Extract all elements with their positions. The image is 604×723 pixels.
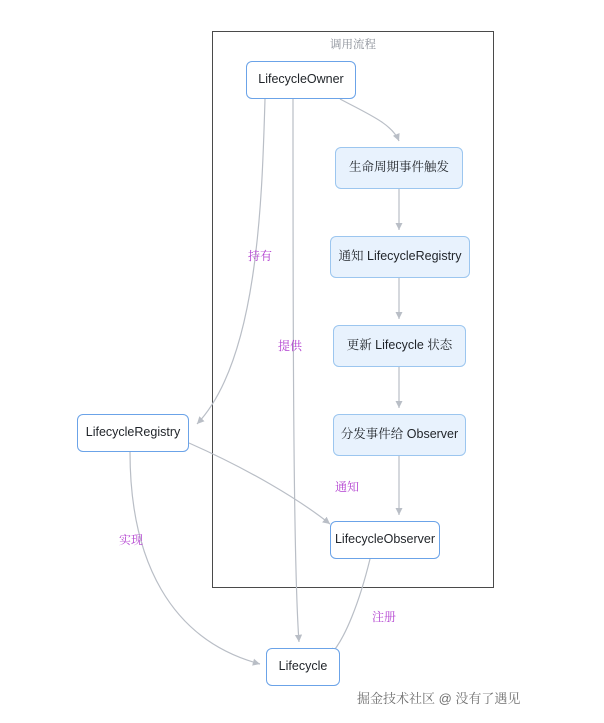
- edge-label-provide: 提供: [278, 339, 303, 353]
- edge-label-hold: 持有: [248, 249, 273, 263]
- edge-registry-notifies-observer: [189, 443, 330, 524]
- edge-owner-provides-lifecycle: [293, 99, 299, 642]
- node-update-state[interactable]: 更新 Lifecycle 状态: [333, 325, 466, 367]
- node-lifecycle-owner[interactable]: LifecycleOwner: [246, 61, 356, 99]
- watermark: 掘金技术社区 @ 没有了遇见: [357, 691, 521, 706]
- node-lifecycle[interactable]: Lifecycle: [266, 648, 340, 686]
- group-box: [213, 32, 494, 588]
- node-event-trigger[interactable]: 生命周期事件触发: [335, 147, 463, 189]
- edge-observer-registers-lifecycle: [330, 559, 370, 655]
- edge-registry-implements-lifecycle: [130, 452, 260, 664]
- edge-owner-to-trigger: [340, 99, 399, 141]
- edge-label-register: 注册: [372, 610, 397, 624]
- group-title: 调用流程: [330, 39, 376, 51]
- edge-label-notify: 通知: [335, 480, 360, 494]
- node-notify-registry[interactable]: 通知 LifecycleRegistry: [330, 236, 470, 278]
- node-lifecycle-registry[interactable]: LifecycleRegistry: [77, 414, 189, 452]
- node-dispatch-observer[interactable]: 分发事件给 Observer: [333, 414, 466, 456]
- edge-label-implement: 实现: [119, 533, 144, 547]
- node-lifecycle-observer[interactable]: LifecycleObserver: [330, 521, 440, 559]
